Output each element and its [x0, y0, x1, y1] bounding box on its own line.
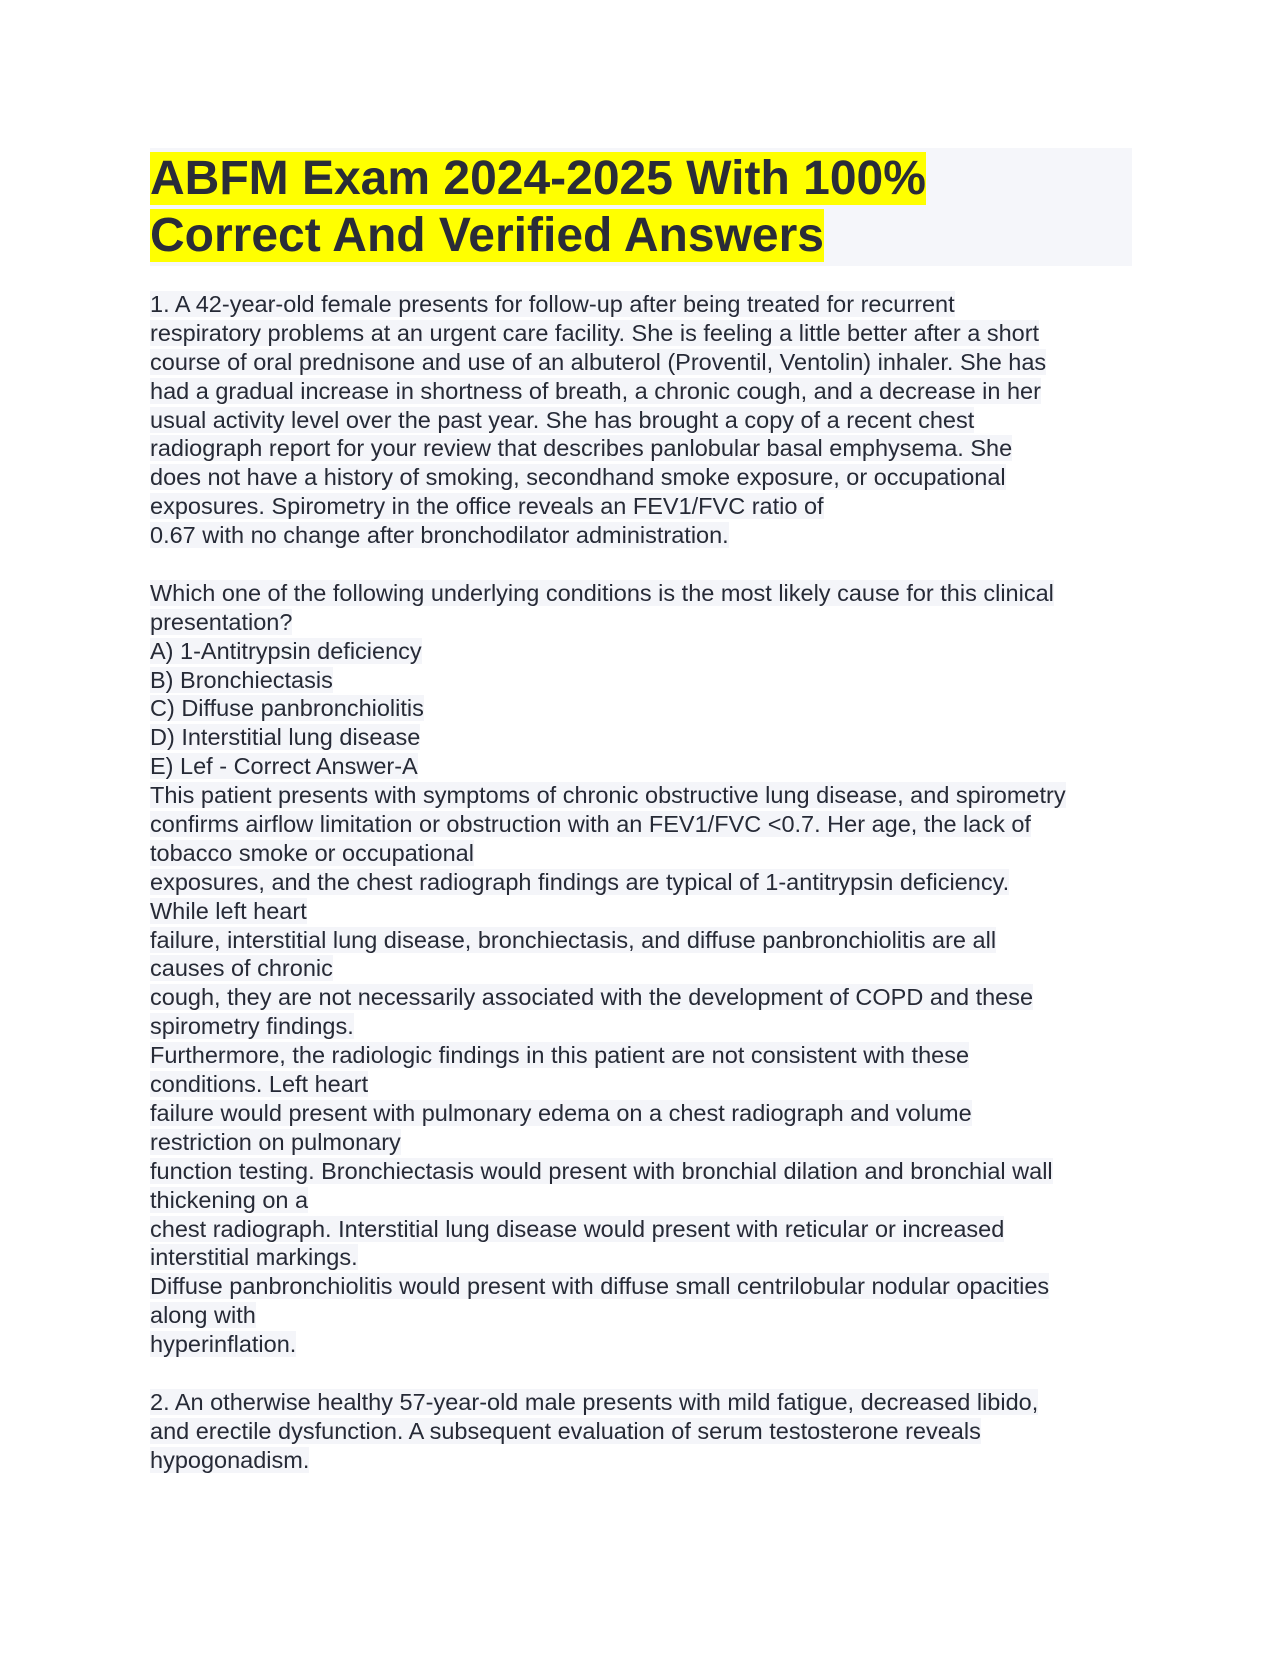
answer-option-b: B) Bronchiectasis: [150, 666, 333, 693]
explanation-line: hyperinflation.: [150, 1331, 297, 1358]
explanation-line: Diffuse panbronchiolitis would present with diffuse small centrilobular nodular opacities: [150, 1273, 1050, 1300]
answer-option-e: E) Lef - Correct Answer-A: [150, 753, 418, 780]
question-text-line: 0.67 with no change after bronchodilator administration.: [150, 522, 729, 549]
question-2: [150, 1388, 1132, 1475]
explanation-line: along with: [150, 1302, 256, 1329]
question-prompt-line: Which one of the following underlying conditions is the most likely cause for this clinical: [150, 579, 1054, 606]
explanation-line: causes of chronic: [150, 955, 333, 982]
paragraph-gap: [150, 550, 1132, 579]
question-1: [150, 290, 1132, 1359]
explanation-line: function testing. Bronchiectasis would present with bronchial dilation and bronchial wall: [150, 1157, 1053, 1184]
question-text-line: 2. An otherwise healthy 57-year-old male presents with mild fatigue, decreased libido,: [150, 1388, 1039, 1415]
explanation-line: restriction on pulmonary: [150, 1128, 401, 1155]
explanation-line: chest radiograph. Interstitial lung disease would present with reticular or increased: [150, 1215, 1005, 1242]
question-text-line: usual activity level over the past year. She has brought a copy of a recent chest: [150, 406, 975, 433]
question-text-line: 1. A 42-year-old female presents for follow-up after being treated for recurrent: [150, 291, 955, 317]
explanation-line: This patient presents with symptoms of chronic obstructive lung disease, and spirometry: [150, 782, 1066, 809]
paragraph-gap: [150, 1359, 1132, 1388]
question-text-line: radiograph report for your review that describes panlobular basal emphysema. She: [150, 435, 1013, 462]
question-text-line: does not have a history of smoking, secondhand smoke exposure, or occupational: [150, 464, 1006, 491]
question-prompt-line: presentation?: [150, 608, 293, 635]
question-text-line: exposures. Spirometry in the office reveals an FEV1/FVC ratio of: [150, 493, 824, 520]
document-title: [150, 148, 1132, 266]
question-text-line: had a gradual increase in shortness of breath, a chronic cough, and a decrease in her: [150, 377, 1041, 404]
title-line: Correct And Verified Answers: [150, 209, 824, 262]
explanation-line: interstitial markings.: [150, 1244, 358, 1271]
question-text-line: respiratory problems at an urgent care facility. She is feeling a little better after a short: [150, 319, 1040, 346]
title-line: ABFM Exam 2024-2025 With 100%: [150, 152, 926, 205]
explanation-line: conditions. Left heart: [150, 1071, 369, 1098]
document-page: [150, 148, 1132, 1475]
explanation-line: thickening on a: [150, 1186, 309, 1213]
question-text-line: hypogonadism.: [150, 1446, 310, 1473]
question-text-line: and erectile dysfunction. A subsequent evaluation of serum testosterone reveals: [150, 1417, 981, 1444]
question-text-line: course of oral prednisone and use of an albuterol (Proventil, Ventolin) inhaler. She has: [150, 348, 1047, 375]
explanation-line: failure, interstitial lung disease, bronchiectasis, and diffuse panbronchiolitis are all: [150, 926, 997, 953]
answer-option-a: A) 1-Antitrypsin deficiency: [150, 637, 422, 664]
explanation-line: While left heart: [150, 897, 307, 924]
answer-option-d: D) Interstitial lung disease: [150, 724, 421, 751]
explanation-line: confirms airflow limitation or obstruction with an FEV1/FVC <0.7. Her age, the lack of: [150, 811, 1031, 838]
answer-option-c: C) Diffuse panbronchiolitis: [150, 695, 424, 722]
explanation-line: failure would present with pulmonary edema on a chest radiograph and volume: [150, 1099, 972, 1126]
explanation-line: Furthermore, the radiologic findings in this patient are not consistent with these: [150, 1042, 970, 1069]
explanation-line: spirometry findings.: [150, 1013, 354, 1040]
explanation-line: tobacco smoke or occupational: [150, 839, 474, 866]
explanation-line: cough, they are not necessarily associated with the development of COPD and these: [150, 984, 1034, 1011]
explanation-line: exposures, and the chest radiograph findings are typical of 1-antitrypsin deficiency.: [150, 868, 1010, 895]
